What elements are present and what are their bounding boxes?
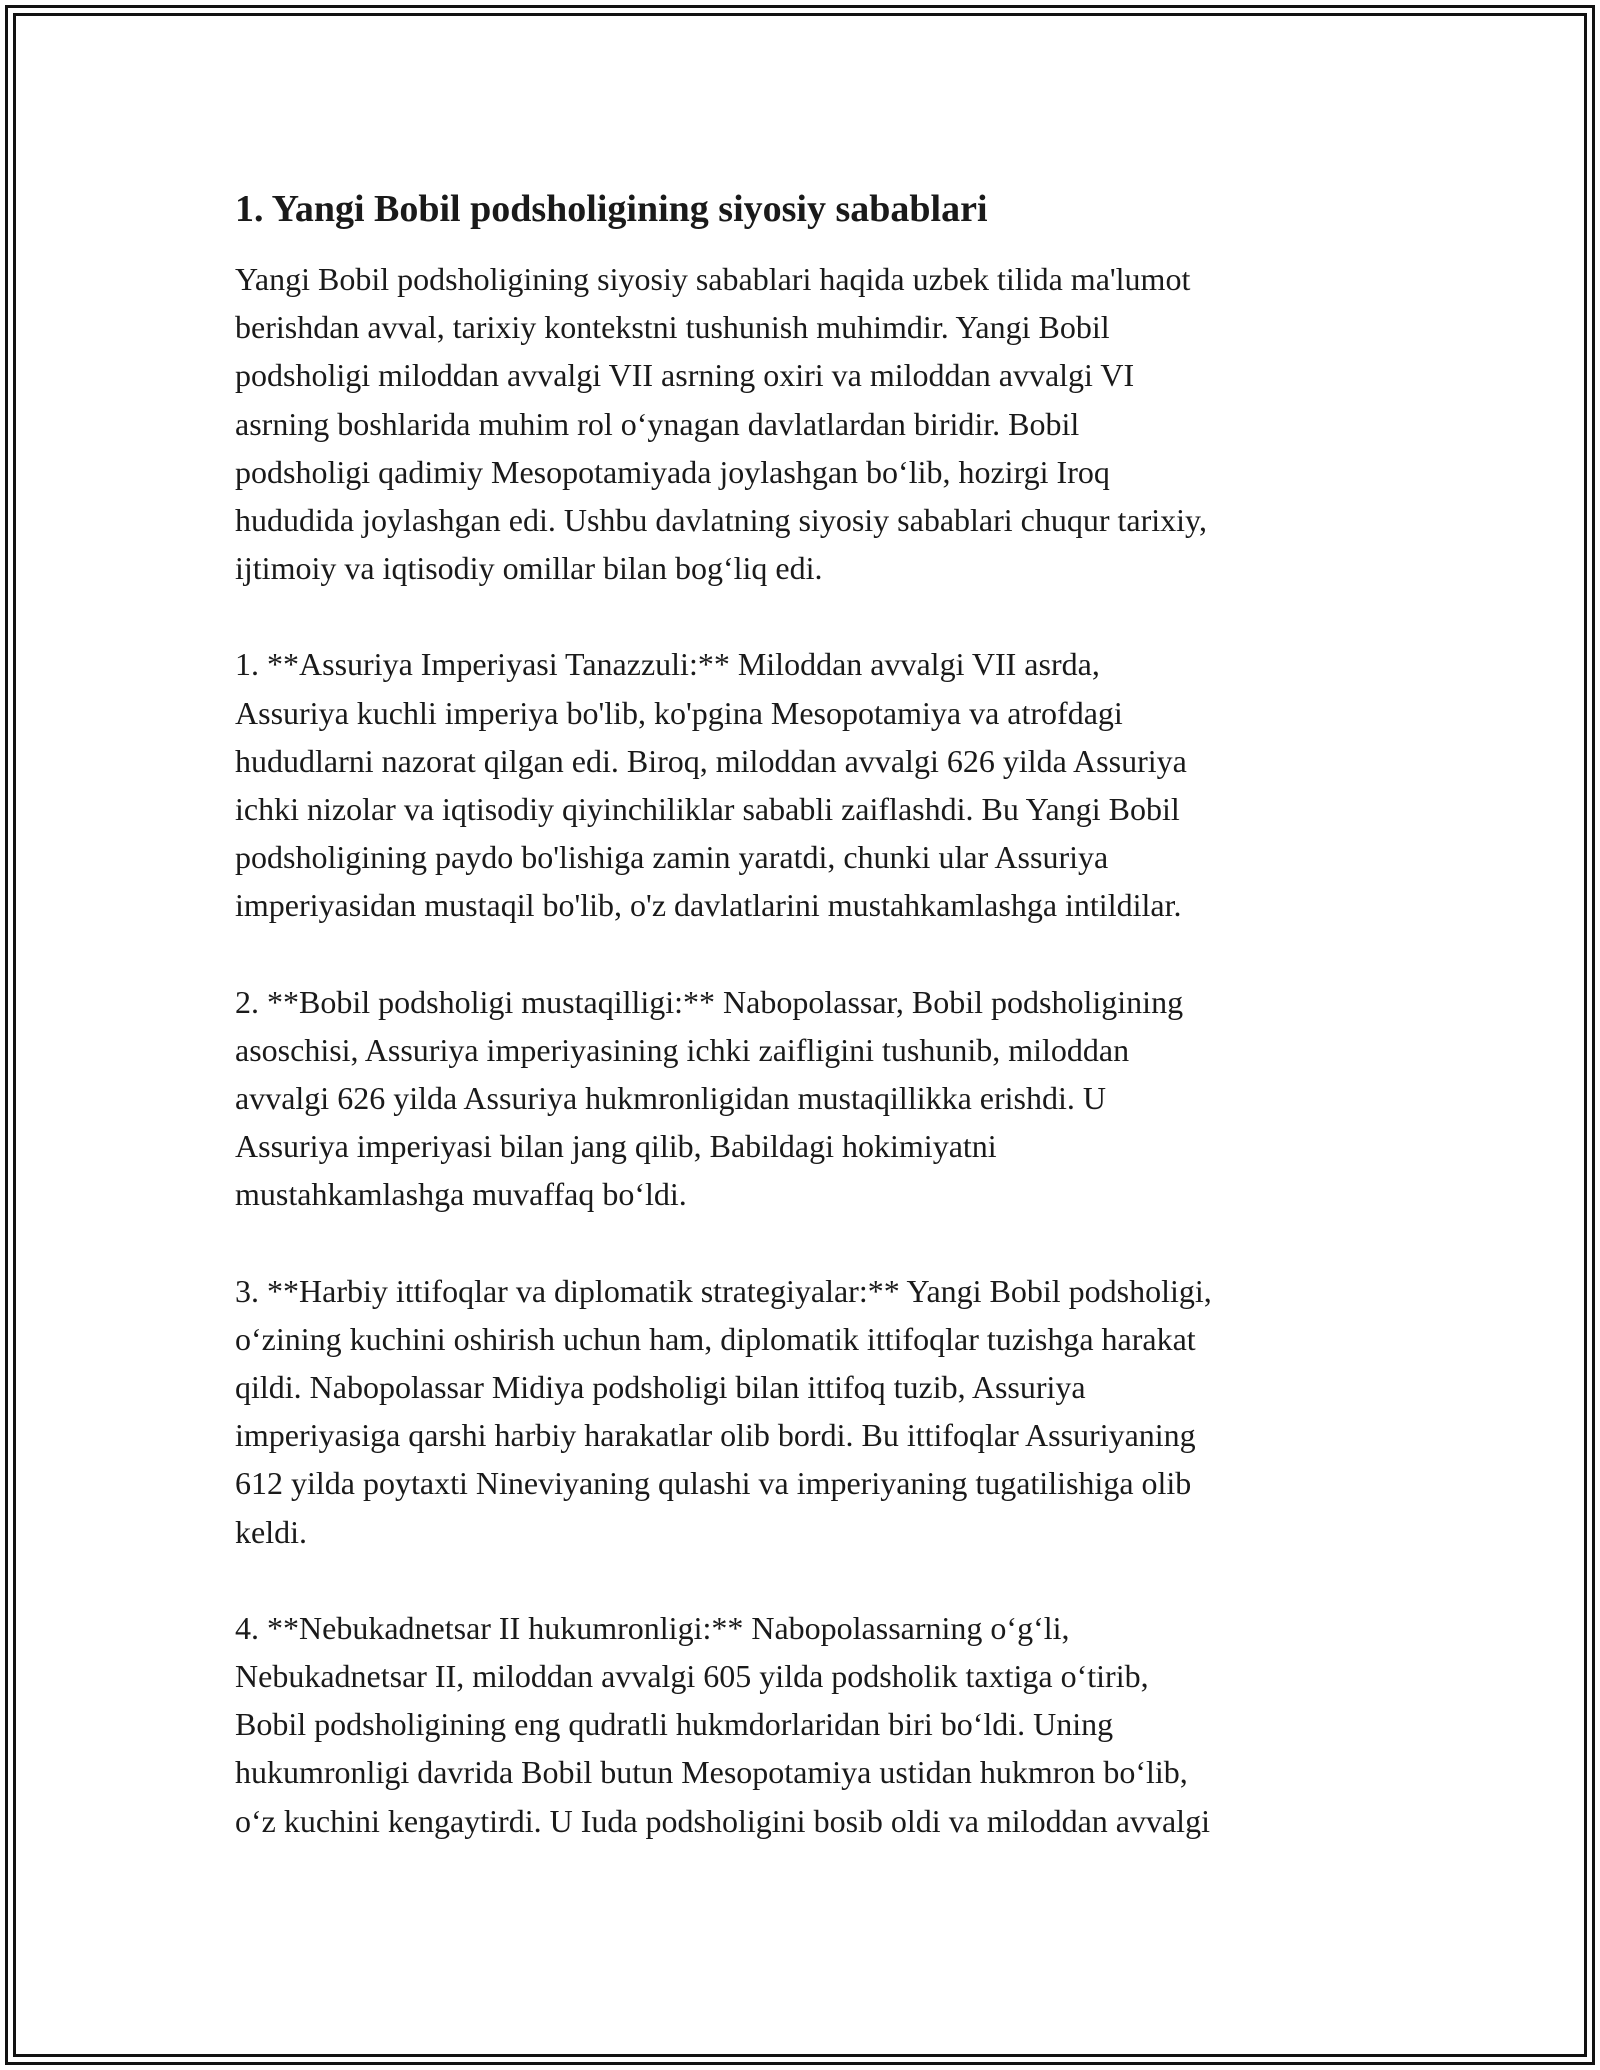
document-body <box>235 185 1365 1893</box>
text-line: 612 yilda poytaxti Nineviyaning qulashi va imperiyaning tugatilishiga olib <box>235 1465 1192 1502</box>
section-heading: 1. Yangi Bobil podsholigining siyosiy sabablari <box>235 188 988 230</box>
text-line: hukumronligi davrida Bobil butun Mesopotamiya ustidan hukmron bo‘lib, <box>235 1754 1188 1791</box>
list-item-paragraph-4 <box>235 1604 1365 1845</box>
text-line: Assuriya imperiyasi bilan jang qilib, Babildagi hokimiyatni <box>235 1128 997 1165</box>
text-line: avvalgi 626 yilda Assuriya hukmronligidan mustaqillikka erishdi. U <box>235 1080 1106 1117</box>
text-line: imperiyasiga qarshi harbiy harakatlar olib bordi. Bu ittifoqlar Assuriyaning <box>235 1417 1196 1454</box>
text-line: podsholigi miloddan avvalgi VII asrning oxiri va miloddan avvalgi VI <box>235 357 1135 394</box>
text-line: hududlarni nazorat qilgan edi. Biroq, miloddan avvalgi 626 yilda Assuriya <box>235 742 1187 779</box>
text-line: hududida joylashgan edi. Ushbu davlatning siyosiy sabablari chuqur tarixiy, <box>235 502 1207 539</box>
text-line: 2. **Bobil podsholigi mustaqilligi:** Nabopolassar, Bobil podsholigining <box>235 983 1184 1020</box>
text-line: qildi. Nabopolassar Midiya podsholigi bilan ittifoq tuzib, Assuriya <box>235 1369 1086 1406</box>
text-line: asrning boshlarida muhim rol o‘ynagan davlatlardan biridir. Bobil <box>235 405 1080 442</box>
text-line: o‘zining kuchini oshirish uchun ham, diplomatik ittifoqlar tuzishga harakat <box>235 1320 1196 1357</box>
text-line: imperiyasidan mustaqil bo'lib, o'z davlatlarini mustahkamlashga intildilar. <box>235 887 1182 924</box>
text-line: Yangi Bobil podsholigining siyosiy sabablari haqida uzbek tilida ma'lumot <box>235 261 1191 297</box>
text-line: berishdan avval, tarixiy kontekstni tushunish muhimdir. Yangi Bobil <box>235 309 1110 346</box>
text-line: asoschisi, Assuriya imperiyasining ichki zaifligini tushunib, miloddan <box>235 1031 1130 1068</box>
text-line: 4. **Nebukadnetsar II hukumronligi:** Nabopolassarning o‘g‘li, <box>235 1609 1070 1646</box>
text-line: Nebukadnetsar II, miloddan avvalgi 605 yilda podsholik taxtiga o‘tirib, <box>235 1658 1149 1695</box>
text-line: 3. **Harbiy ittifoqlar va diplomatik strategiyalar:** Yangi Bobil podsholigi, <box>235 1272 1212 1309</box>
list-item-paragraph-3 <box>235 1267 1365 1556</box>
text-line: podsholigining paydo bo'lishiga zamin yaratdi, chunki ular Assuriya <box>235 839 1109 876</box>
intro-paragraph <box>235 255 1365 592</box>
text-line: podsholigi qadimiy Mesopotamiyada joylashgan bo‘lib, hozirgi Iroq <box>235 453 1110 490</box>
text-line: ijtimoiy va iqtisodiy omillar bilan bog‘liq edi. <box>235 550 823 587</box>
text-line: Assuriya kuchli imperiya bo'lib, ko'pgina Mesopotamiya va atrofdagi <box>235 694 1123 731</box>
list-item-paragraph-1 <box>235 640 1365 929</box>
text-line: ichki nizolar va iqtisodiy qiyinchiliklar sababli zaiflashdi. Bu Yangi Bobil <box>235 791 1180 828</box>
text-line: 1. **Assuriya Imperiyasi Tanazzuli:** Miloddan avvalgi VII asrda, <box>235 646 1100 683</box>
text-line: mustahkamlashga muvaffaq bo‘ldi. <box>235 1176 687 1213</box>
text-line: o‘z kuchini kengaytirdi. U Iuda podsholigini bosib oldi va miloddan avvalgi <box>235 1802 1210 1839</box>
text-line: Bobil podsholigining eng qudratli hukmdorlaridan biri bo‘ldi. Uning <box>235 1706 1114 1743</box>
list-item-paragraph-2 <box>235 978 1365 1219</box>
text-line: keldi. <box>235 1513 307 1550</box>
